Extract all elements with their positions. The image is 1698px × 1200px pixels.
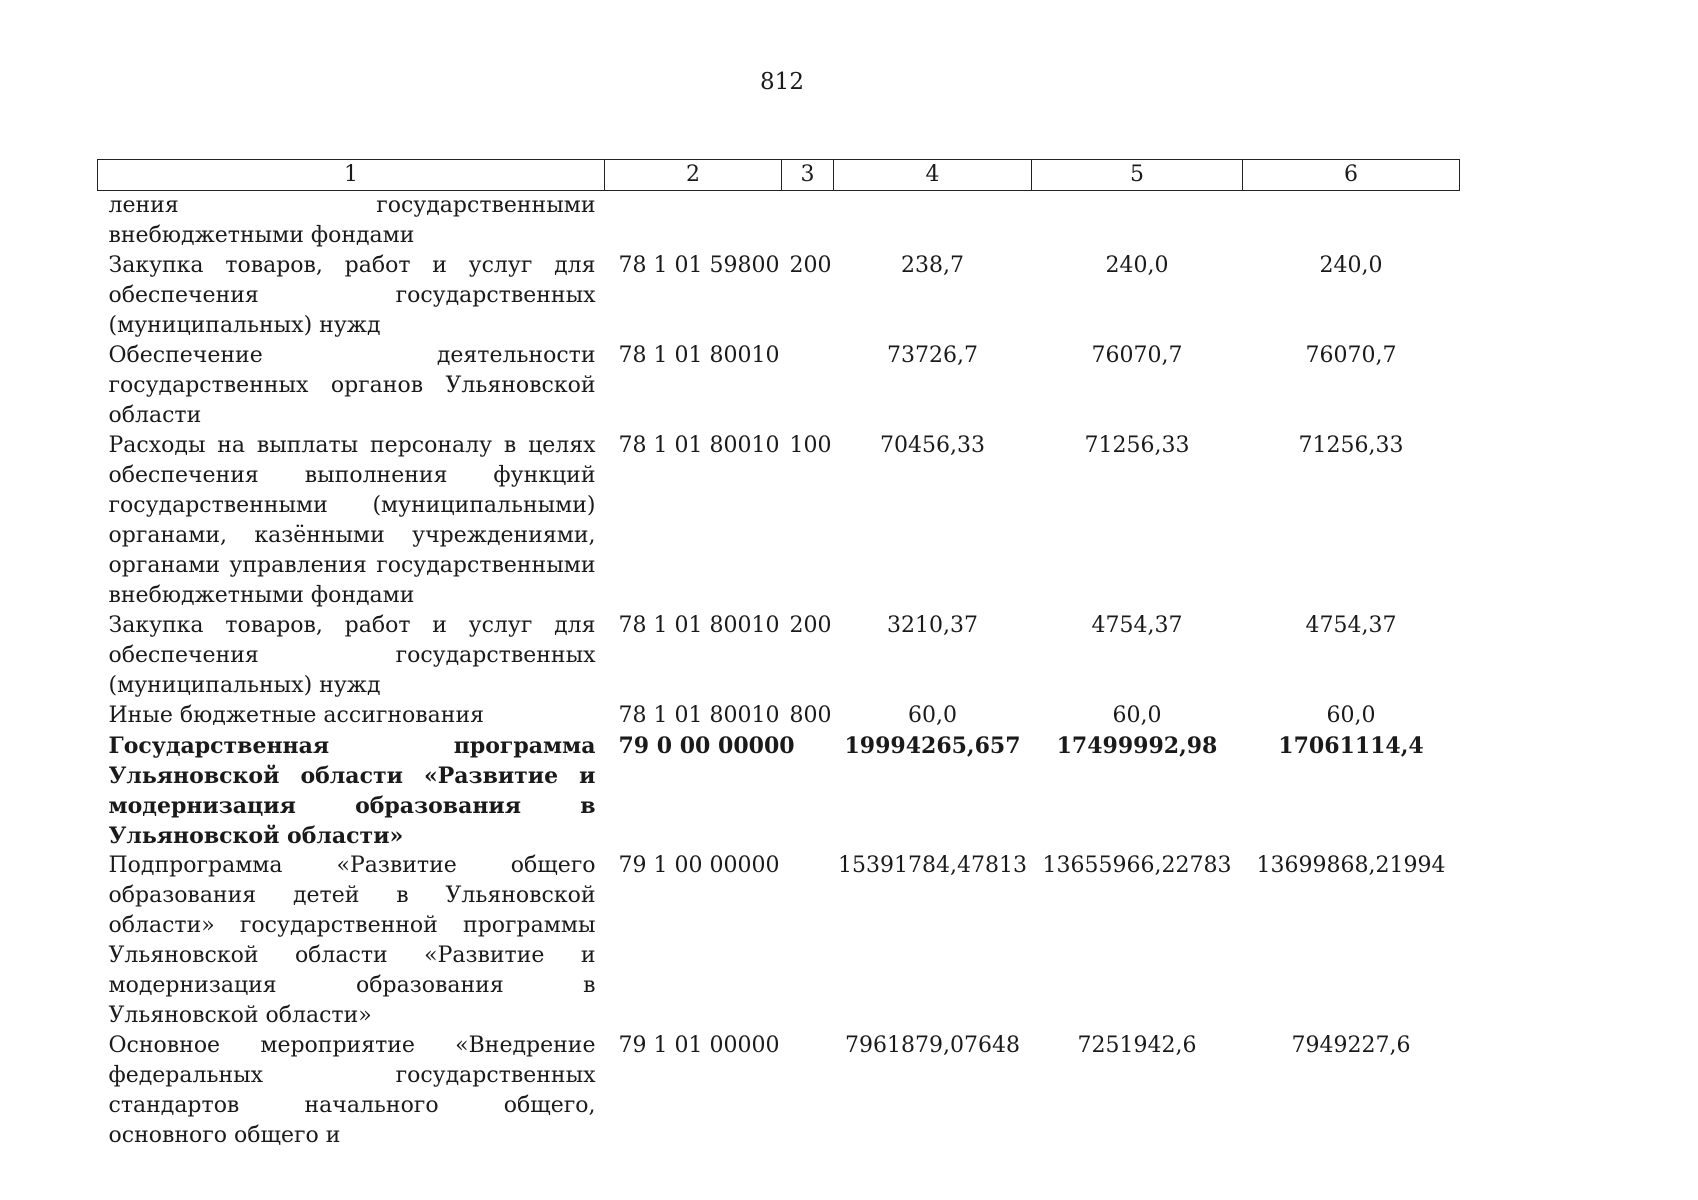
target-code-cell: 79 1 00 00000 [618, 853, 780, 878]
item-name-cell: Иные бюджетные ассигнования [108, 703, 484, 728]
table-header-row [98, 160, 1460, 191]
table-body [98, 191, 1460, 1152]
page-number: 812 [760, 69, 804, 95]
column-header: 4 [834, 160, 1032, 191]
item-name-cell: Государственная программа Ульяновской области «Развитие и модернизация образования в Ульяновской области» [108, 733, 596, 849]
target-code-cell: 78 1 01 80010 [618, 613, 780, 638]
amount-col4-cell: 19994265,657 [844, 733, 1021, 759]
column-header: 5 [1032, 160, 1243, 191]
amount-col5-cell: 17499992,98 [1056, 733, 1218, 759]
table-row [98, 731, 1460, 851]
expense-type-cell: 200 [789, 253, 832, 278]
amount-col5-cell: 60,0 [1112, 703, 1162, 728]
amount-col6-cell: 240,0 [1319, 253, 1383, 278]
target-code-cell: 78 1 01 80010 [618, 703, 780, 728]
item-name-cell: Закупка товаров, работ и услуг для обеспечения государственных (муниципальных) нужд [108, 253, 596, 338]
amount-col4-cell: 73726,7 [887, 343, 978, 368]
table-row [98, 1031, 1460, 1151]
target-code-cell: 79 0 00 00000 [618, 733, 795, 759]
item-name-cell: Расходы на выплаты персоналу в целях обеспечения выполнения функций государственными (муниципальными) органами, казёнными учреждениями, органами управления государственными внебюджетными фондами [108, 433, 596, 608]
target-code-cell: 79 1 01 00000 [618, 1033, 780, 1058]
expense-type-cell [782, 851, 834, 1031]
column-header: 3 [782, 160, 834, 191]
amount-col4-cell [834, 191, 1032, 252]
table-row [98, 701, 1460, 731]
amount-col5-cell: 240,0 [1105, 253, 1169, 278]
target-code-cell [605, 191, 782, 252]
amount-col6-cell: 60,0 [1326, 703, 1376, 728]
amount-col4-cell: 70456,33 [880, 433, 985, 458]
expense-type-cell: 200 [789, 613, 832, 638]
target-code-cell: 78 1 01 80010 [618, 433, 780, 458]
expense-type-cell [782, 1031, 834, 1151]
amount-col5-cell: 13655966,22783 [1042, 853, 1232, 878]
amount-col6-cell: 17061114,4 [1278, 733, 1424, 759]
amount-col5-cell: 4754,37 [1091, 613, 1183, 638]
column-header: 6 [1243, 160, 1460, 191]
item-name-cell: Подпрограмма «Развитие общего образования детей в Ульяновской области» государственной программы Ульяновской области «Развитие и модернизация образования в Ульяновской области» [108, 853, 596, 1028]
item-name-cell: ления государственными внебюджетными фондами [108, 193, 596, 248]
target-code-cell: 78 1 01 80010 [618, 343, 780, 368]
expense-type-cell [782, 341, 834, 431]
expense-type-cell [782, 191, 834, 252]
amount-col4-cell: 3210,37 [887, 613, 978, 638]
amount-col4-cell: 15391784,47813 [838, 853, 1027, 878]
amount-col6-cell: 76070,7 [1305, 343, 1397, 368]
expense-type-cell: 100 [789, 433, 832, 458]
amount-col4-cell: 60,0 [908, 703, 957, 728]
budget-table [97, 159, 1460, 1151]
amount-col5-cell [1032, 191, 1243, 252]
target-code-cell: 78 1 01 59800 [618, 253, 780, 278]
amount-col4-cell: 7961879,07648 [845, 1033, 1020, 1058]
table-row [98, 251, 1460, 341]
column-header: 2 [605, 160, 782, 191]
table-row [98, 341, 1460, 431]
table-row [98, 431, 1460, 611]
item-name-cell: Закупка товаров, работ и услуг для обеспечения государственных (муниципальных) нужд [108, 613, 596, 698]
amount-col5-cell: 7251942,6 [1077, 1033, 1197, 1058]
amount-col4-cell: 238,7 [901, 253, 964, 278]
amount-col6-cell: 4754,37 [1305, 613, 1397, 638]
table-row [98, 851, 1460, 1031]
expense-type-cell: 800 [789, 703, 832, 728]
table-row [98, 191, 1460, 252]
amount-col5-cell: 71256,33 [1084, 433, 1190, 458]
item-name-cell: Обеспечение деятельности государственных органов Ульяновской области [108, 343, 596, 428]
table-row [98, 611, 1460, 701]
amount-col6-cell [1243, 191, 1460, 252]
amount-col5-cell: 76070,7 [1091, 343, 1183, 368]
item-name-cell: Основное мероприятие «Внедрение федеральных государственных стандартов начального общего, основного общего и [108, 1033, 596, 1148]
column-header: 1 [98, 160, 605, 191]
amount-col6-cell: 13699868,21994 [1256, 853, 1446, 878]
amount-col6-cell: 71256,33 [1298, 433, 1404, 458]
amount-col6-cell: 7949227,6 [1291, 1033, 1411, 1058]
